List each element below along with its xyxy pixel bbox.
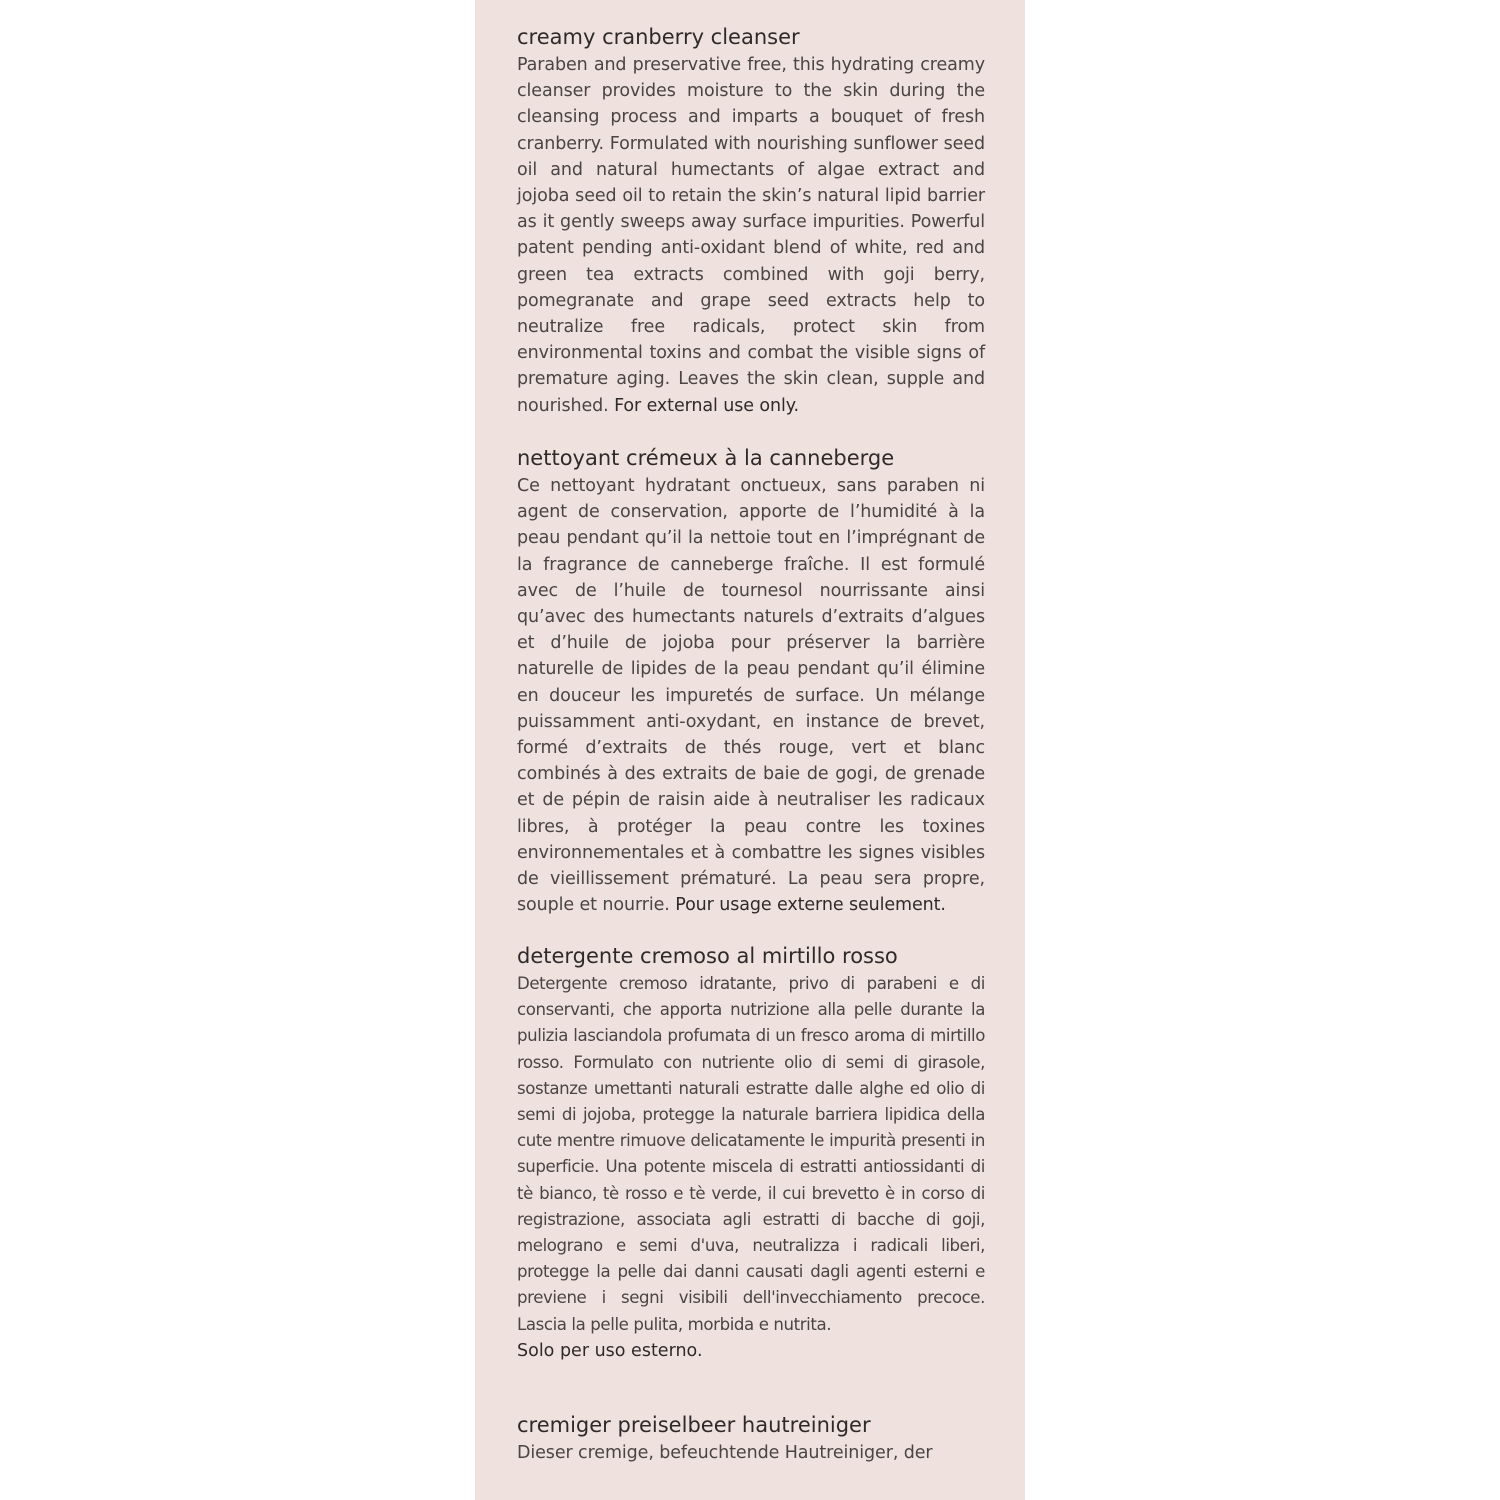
english-body: Paraben and preservative free, this hydrating creamy cleanser provides moisture to the skin during the cleansing process and imparts a bouquet of fresh cranberry. Formulated with nourishing sunflower seed oil and natural humectants of algae extract and jojoba seed oil to retain the skin’s natural lipid barrier as it gently sweeps away surface impurities. Powerful patent pending anti-oxidant blend of white, red and green tea extracts combined with goji berry, pomegranate and grape seed extracts help to neutralize free radicals, protect skin from environmental toxins and combat the visible signs of premature aging. Leaves the skin clean, supple and nourished.	[517, 55, 985, 416]
french-description	[517, 473, 985, 918]
italian-description	[517, 971, 985, 1338]
french-body: Ce nettoyant hydratant onctueux, sans paraben ni agent de conservation, apporte de l’humidité à la peau pendant qu’il la nettoie tout en l’imprégnant de la fragrance de canneberge fraîche. Il est formulé avec de l’huile de tournesol nourrissante ainsi qu’avec des humectants naturels d’extraits d’algues et d’huile de jojoba pour préserver la barrière naturelle de lipides de la peau pendant qu’il élimine en douceur les impuretés de surface. Un mélange puissamment anti-oxydant, en instance de brevet, formé d’extraits de thés rouge, vert et blanc combinés à des extraits de baie de gogi, de grenade et de pépin de raisin aide à neutraliser les radicaux libres, à protéger la peau contre les toxines environnementales et à combattre les signes visibles de vieillissement prématuré. La peau sera propre, souple et nourrie.	[517, 476, 985, 916]
german-body: Dieser cremige, befeuchtende Hautreiniger, der	[517, 1443, 933, 1463]
german-description	[517, 1440, 985, 1466]
english-section	[517, 22, 985, 419]
italian-heading: detergente cremoso al mirtillo rosso	[517, 944, 898, 968]
french-heading: nettoyant crémeux à la canneberge	[517, 446, 895, 470]
italian-body: Detergente cremoso idratante, privo di parabeni e di conservanti, che apporta nutrizione alla pelle durante la pulizia lasciandola profumata di un fresco aroma di mirtillo rosso. Formulato con nutriente olio di semi di girasole, sostanze umettanti naturali estratte dalle alghe ed olio di semi di jojoba, protegge la naturale barriera lipidica della cute mentre rimuove delicatamente le impurità presenti in superficie. Una potente miscela di estratti antiossidanti di tè bianco, tè rosso e tè verde, il cui brevetto è in corso di registrazione, associata agli estratti di bacche di goji, melograno e semi d'uva, neutralizza i radicali liberi, protegge la pelle dai danni causati dagli agenti esterni e previene i segni visibili dell'invecchiamento precoce. Lascia la pelle pulita, morbida e nutrita.	[517, 974, 985, 1334]
product-label-panel	[475, 0, 1025, 1500]
french-usage-note: Pour usage externe seulement.	[675, 895, 946, 916]
german-heading: cremiger preiselbeer hautreiniger	[517, 1413, 871, 1437]
italian-section	[517, 941, 985, 1364]
english-description	[517, 52, 985, 419]
french-section	[517, 443, 985, 918]
italian-usage-note: Solo per uso esterno.	[517, 1340, 703, 1361]
english-usage-note: For external use only.	[614, 395, 799, 416]
german-section	[517, 1410, 985, 1466]
english-heading: creamy cranberry cleanser	[517, 25, 800, 49]
